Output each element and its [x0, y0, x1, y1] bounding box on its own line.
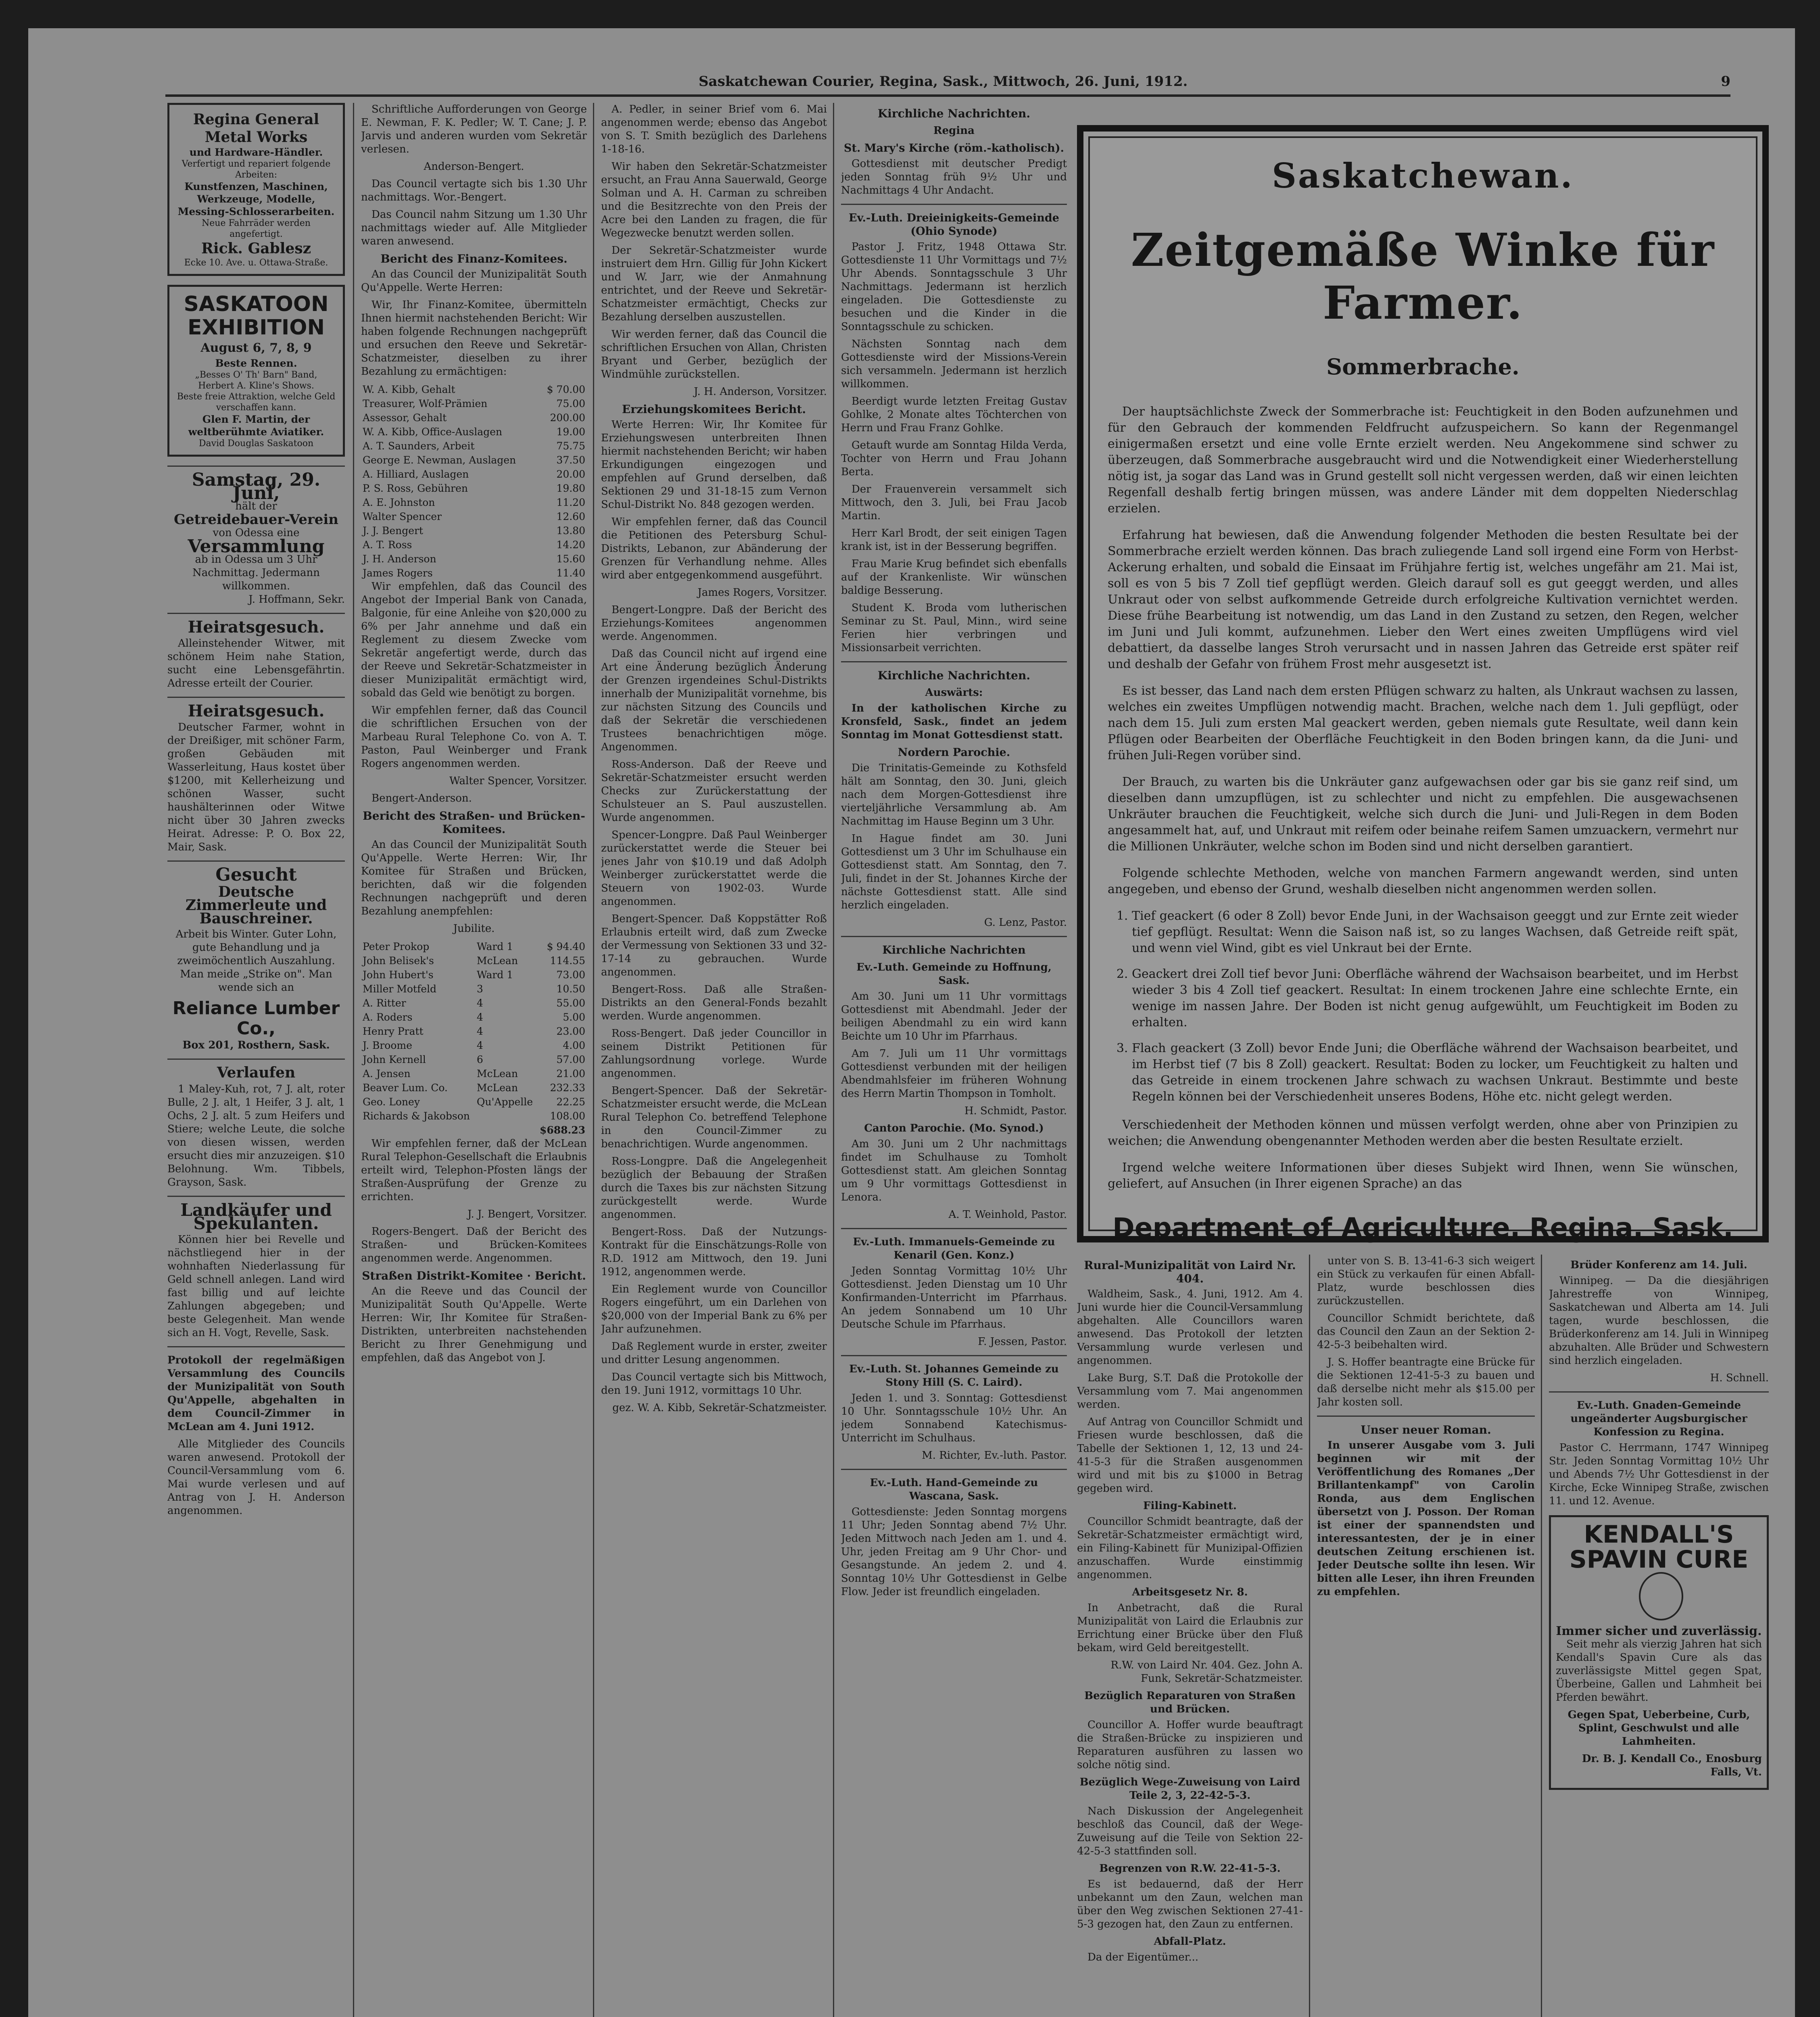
column-laird-cont — [1317, 1255, 1535, 2017]
paragraph: Am 30. Juni um 2 Uhr nachmittags findet im Schulhause zu Tomholt Gottesdienst statt. Am gleichen Sonntag um 9 Uhr vormittags Gottesdienst in Lenora. — [841, 1138, 1067, 1203]
paragraph: Wir werden ferner, daß das Council die schriftlichen Ersuchen von Allan, Christen Bryant und Gerber, bezüglich der Windmühle zurückstellen. — [601, 328, 827, 380]
column-laird-minutes — [1077, 1255, 1303, 2017]
divider — [167, 466, 345, 467]
signature: J. J. Bengert, Vorsitzer. — [467, 1208, 587, 1220]
paragraph: An das Council der Munizipalität South Qu'Appelle. Werte Herren: Wir, Ihr Komitee für Straßen und Brücken, berichten, daß wir die folgenden Rechnungen nachgeprüft und deren Bezahlung anempfehlen: — [361, 839, 587, 917]
column-misc-right — [1549, 1255, 1769, 2017]
protokoll-text: Alle Mitglieder des Councils waren anwesend. Protokoll der Council-Versammlung vom 6. Mai wurde verlesen und auf Antrag von J. H. Anderson angenommen. — [167, 1438, 345, 1517]
paragraph: Pastor C. Herrmann, 1747 Winnipeg Str. Jeden Sonntag Vormittag 10½ Uhr und Abends 7½ Uhr Gottesdienst in der Kirche, Ecke Winnipeg Straße, zwischen 11. und 12. Avenue. — [1549, 1442, 1769, 1507]
cell: 3 — [476, 983, 483, 995]
paragraph: Ein Reglement wurde von Councillor Rogers eingeführt, um ein Darlehen von $20,000 von der Imperial Bank zu 6% per Jahr aufzunehmen. — [601, 1283, 827, 1335]
column-rule — [353, 103, 354, 2017]
divider — [167, 1346, 345, 1347]
ad-exhibition-title2: EXHIBITION — [187, 315, 325, 340]
cell: W. A. Kibb, Gehalt — [363, 384, 455, 395]
paragraph: Wir empfehlen ferner, daß das Council die Petitionen des Petersburg Schul-Distrikts, Lebanon, zur Abänderung der Grenzen für Verhandlung nehme. Alles wird aber entgegenkommend ausgeführt. — [601, 516, 827, 581]
land-text: Können hier bei Revelle und nächstliegend hier in der wohnhaften Niederlassung für Geld schnell anlegen. Land wird fast billig und auf leichte Zahlungen abgegeben; und beste Gelegenheit. Man wende sich an H. Vogt, Revelle, Sask. — [167, 1234, 345, 1339]
paragraph: Werte Herren: Wir, Ihr Komitee für Erziehungswesen unterbreiten Ihnen hiermit nachstehenden Bericht; wir haben Erkundigungen eingezogen und empfehlen auf Grund derselben, daß Sektionen 29 und 31-18-15 zum Vernon Schul-Distrikt No. 848 gezogen werden. — [601, 419, 827, 511]
kendall-sign: Dr. B. J. Kendall Co., Enosburg Falls, Vt. — [1582, 1753, 1762, 1778]
ad-metal-line: Verfertigt und repariert folgende Arbeiten: — [182, 159, 331, 180]
ad-metal-line: Neue Fahrräder werden angefertigt. — [202, 218, 311, 239]
column-council-minutes — [361, 103, 587, 2017]
table-row — [361, 1095, 587, 1109]
paragraph: Verschiedenheit der Methoden können und müssen verfolgt werden, ohne aber von Prinzipien zu weichen; die Anwendung obengenannter Methoden werden aber die besten Resultate erzielt. — [1108, 1118, 1738, 1148]
kendall-items: Gegen Spat, Ueberbeine, Curb, Splint, Geschwulst und alle Lahmheiten. — [1567, 1709, 1750, 1748]
cell: 19.00 — [556, 426, 585, 438]
newspaper-page — [28, 28, 1795, 2017]
ad-exhibition — [167, 285, 345, 457]
ad-exhibition-line: Glen F. Martin, der weltberühmte Aviatiker. — [188, 413, 324, 438]
box-headline: Zeitgemäße Winke für Farmer. — [1131, 224, 1715, 330]
table-row — [361, 467, 587, 481]
cell: 108.00 — [550, 1110, 585, 1122]
signature: gez. W. A. Kibb, Sekretär-Schatzmeister. — [612, 1402, 827, 1414]
cell: Geo. Loney — [363, 1096, 420, 1108]
divider — [1549, 1391, 1769, 1393]
ad-metal-title: Regina General Metal Works — [193, 111, 319, 146]
paragraph: Councillor Schmidt berichtete, daß das Council den Zaun an der Sektion 2-42-5-3 beibehalten wird. — [1317, 1312, 1535, 1351]
header-masthead: Saskatchewan Courier, Regina, Sask., Mittwoch, 26. Juni, 1912. — [698, 73, 1188, 90]
list-item: 3. Flach geackert (3 Zoll) bevor Ende Juni; die Oberfläche während der Wachsaison bearbeitet, und im Herbst tief (7 bis 8 Zoll) geackert. Resultat: Boden zu locker, um Feuchtigkeit zu halten und das Getreide in einem trockenen Jahre schwach zu wachsen Unkraut. Bestimmte und beste Regeln können bei der Verschiedenheit unseres Bodens, Höhe etc. nicht gelegt werden. — [1132, 1040, 1738, 1105]
table-row — [361, 566, 587, 580]
paragraph: Frau Marie Krug befindet sich ebenfalls auf der Krankenliste. Wir wünschen baldige Besserung. — [841, 558, 1067, 597]
table-row — [361, 495, 587, 509]
notice-line: ab in Odessa um 3 Uhr Nachmittag. Jedermann willkommen. — [192, 553, 320, 592]
signature: A. T. Weinhold, Pastor. — [948, 1209, 1067, 1221]
signature: G. Lenz, Pastor. — [984, 917, 1067, 929]
table-row — [361, 382, 587, 397]
paragraph: Gottesdienst mit deutscher Predigt jeden Sonntag früh 9½ Uhr und Nachmittags 4 Uhr Andacht. — [841, 158, 1067, 196]
methods-list — [1132, 908, 1738, 1105]
divider — [841, 204, 1067, 205]
divider — [167, 613, 345, 614]
paragraph: Wir, Ihr Finanz-Komitee, übermitteln Ihnen hiermit nachstehenden Bericht: Wir haben folgende Rechnungen nachgeprüft und ersuchen den Reeve und Sekretär-Schatzmeister, dieselben zu ihrer Bezahlung zu ermächtigen: — [361, 299, 587, 378]
agriculture-notice — [1077, 125, 1769, 1242]
ad-kendall — [1549, 1515, 1769, 1790]
paragraph: Gottesdienste: Jeden Sonntag morgens 11 Uhr; Jeden Sonntag abend 7½ Uhr. Jeden Mittwoch nach Jeden am 1. und 4. Uhr, jeden Freitag am 9 Uhr Chor- und Gesangstunde. An jedem 2. und 4. Sonntag 10½ Uhr Gottesdienst in Gelbe Flow. Jeder ist freundlich eingeladen. — [841, 1506, 1067, 1598]
gesucht-text: Arbeit bis Winter. Guter Lohn, gute Behandlung und ja zweimöchentlich Auszahlung. Man meide „Strike on". Man wende sich an — [175, 928, 337, 994]
verlaufen-title: Verlaufen — [217, 1064, 296, 1081]
cell: $ 94.40 — [547, 941, 585, 952]
paragraph: Waldheim, Sask., 4. Juni, 1912. Am 4. Juni wurde hier die Council-Versammlung abgehalten. Alle Councillors waren anwesend. Das Protokoll der letzten Versammlung wurde verlesen und angenommen. — [1077, 1288, 1303, 1367]
table-row — [361, 1109, 587, 1123]
cell: James Rogers — [363, 567, 433, 579]
page-number: 9 — [1721, 73, 1730, 90]
cell: J. Broome — [363, 1040, 412, 1051]
paragraph: Jeden Sonntag Vormittag 10½ Uhr Gottesdienst. Jeden Dienstag um 10 Uhr Konfirmanden-Unterricht im Pfarrhaus. An jedem Sonnabend um 10 Uhr Deutsche Schule im Pfarrhaus. — [841, 1265, 1067, 1330]
cell: P. S. Ross, Gebühren — [363, 482, 468, 494]
cell: W. A. Kibb, Office-Auslagen — [363, 426, 503, 438]
paragraph: Nach Diskussion der Angelegenheit beschloß das Council, daß der Wege-Zuweisung auf die Teile von Sektion 22-42-5-3 stattfinden soll. — [1077, 1805, 1303, 1857]
paragraph: Auf Antrag von Councillor Schmidt und Friesen wurde beschlossen, daß die Tabelle der Sektionen 1, 12, 13 und 24-41-5-3 für die Straßen ausgenommen wird und mit bis zu $1000 in Betrag gegeben wird. — [1077, 1416, 1303, 1495]
church-title: St. Mary's Kirche (röm.-katholisch). — [844, 142, 1064, 155]
paragraph: Der Sekretär-Schatzmeister wurde instruiert dem Hrn. Gillig für John Kickert und W. Jarr, wie der Anmahnung entrichtet, und der Reeve und Sekretär-Schatzmeister ermächtigt, Checks zur Bezahlung derselben auszustellen. — [601, 244, 827, 323]
paragraph: Erfahrung hat bewiesen, daß die Anwendung folgender Methoden die besten Resultate bei der Sommerbrache erzielt werden können. Das brach zuliegende Land soll irgend eine Form von Herbst-Ackerung erhalten, und sobald die Einsaat im Frühjahre fertig ist, welches ungefähr am 21. Mai ist, soll es von 5 bis 7 Zoll tief gepflügt werden. Gleich darauf soll es gut geeggt werden, und alles Unkraut oder von selbst aufkommende Getreide durch erfolgreiche Kultivation vernichtet werden. Diese frühe Bearbeitung ist notwendig, um das Land in den Zustand zu setzen, den Regen, welcher im Juni und Juli kommt, aufzunehmen. Lieber den Wert eines zweiten Umpflügens wird viel debattiert, da dasselbe langes Stroh verursacht und in nassen Jahren das Getreide erst später reif und deshalb der Gefahr von frühem Frost mehr ausgesetzt ist. — [1108, 528, 1738, 671]
verlaufen-text: 1 Maley-Kuh, rot, 7 J. alt, roter Bulle, 2 J. alt, 1 Heifer, 3 J. alt, 1 Ochs, 2 J. alt. 5 zum Heifers und Stiere; welche Leute, die solche von diesen wissen, werden ersucht dies mir anzuzeigen. $10 Belohnung. Wm. Tibbels, Grayson, Sask. — [167, 1083, 345, 1188]
heirat-text: Deutscher Farmer, wohnt in der Dreißiger, mit schöner Farm, großen Gebäuden mit Wasserleitung, Haus kostet über $1200, mit Kellerheizung und schönen Wasser, sucht haushälterinnen oder Witwe nicht über 30 Jahren zwecks Heirat. Adresse: P. O. Box 22, Mair, Sask. — [167, 721, 345, 853]
ad-exhibition-line: Beste freie Attraktion, welche Geld verschaffen kann. — [177, 392, 336, 413]
church-title: Ev.-Luth. Dreieinigkeits-Gemeinde (Ohio Synode) — [849, 212, 1059, 238]
box-title: Saskatchewan. — [1272, 156, 1574, 196]
paragraph: Rogers-Bengert. Daß der Bericht des Straßen- und Brücken-Komitees angenommen werde. Angenommen. — [361, 1226, 587, 1264]
paragraph: Die Trinitatis-Gemeinde zu Kothsfeld hält am Sonntag, den 30. Juni, gleich nach dem Morgen-Gottesdienst ihre vierteljährliche Versammlung ab. Am Nachmittag im Hause Beginn um 3 Uhr. — [841, 762, 1067, 827]
paragraph: Bengert-Spencer. Daß der Sekretär-Schatzmeister ersucht werde, die McLean Rural Telephon Co. betreffend Telephone in den Council-Zimmer zu benachrichtigen. Wurde angenommen. — [601, 1085, 827, 1150]
cell: 57.00 — [556, 1054, 585, 1065]
paragraph: J. S. Hoffer beantragte eine Brücke für die Sektionen 12-41-5-3 zu bauen und daß derselbe nicht mehr als $15.00 per Jahr kosten soll. — [1317, 1356, 1535, 1408]
kendall-logo-text: KENDALL'S SPAVIN CURE — [1569, 1520, 1749, 1574]
cell: J. J. Bengert — [363, 525, 424, 537]
church-title: Ev.-Luth. Gemeinde zu Hoffnung, Sask. — [856, 961, 1052, 987]
section-title: Bericht des Finanz-Komitees. — [380, 252, 568, 265]
paragraph: Councillor Schmidt beantragte, daß der Sekretär-Schatzmeister ermächtigt wird, ein Filing-Kabinett für Munizipal-Offizien anzuschaffen. Wurde einstimmig angenommen. — [1077, 1516, 1303, 1581]
cell: 37.50 — [556, 454, 585, 466]
cell: 11.20 — [556, 497, 585, 508]
column-church-news — [841, 103, 1067, 2017]
paragraph: Der Frauenverein versammelt sich Mittwoch, den 3. Juli, bei Frau Jacob Martin. — [841, 483, 1067, 522]
table-row — [361, 1081, 587, 1095]
divider — [167, 1059, 345, 1060]
cell: Miller Motfeld — [363, 983, 437, 995]
paragraph: Councillor A. Hoffer wurde beauftragt die Straßen-Brücke zu inspizieren und Reparaturen ausführen zu lassen wo solche nötig sind. — [1077, 1719, 1303, 1771]
cell: George E. Newman, Auslagen — [363, 454, 516, 466]
table-row — [361, 1024, 587, 1038]
subheading: Abfall-Platz. — [1154, 1936, 1226, 1948]
signature: J. H. Anderson, Vorsitzer. — [694, 386, 827, 398]
cell: 4.00 — [563, 1040, 585, 1051]
ad-metal-works — [167, 103, 345, 276]
paragraph: Beerdigt wurde letzten Freitag Gustav Gohlke, 2 Monate altes Töchterchen von Herrn und Frau Franz Gohlke. — [841, 395, 1067, 434]
cell: $ 70.00 — [547, 384, 585, 395]
church-title: Ev.-Luth. Gnaden-Gemeinde ungeänderter Augsburgischer Konfession zu Regina. — [1570, 1399, 1747, 1438]
paragraph: Es ist bedauernd, daß der Herr unbekannt um den Zaun, welchen man über den Weg zwischen Sektionen 27-41-5-3 gezogen hat, den Zaun zu entfernen. — [1077, 1878, 1303, 1930]
divider — [1317, 1416, 1535, 1417]
heirat-title: Heiratsgesuch. — [188, 618, 325, 637]
cell: 55.00 — [556, 997, 585, 1009]
table-row — [361, 552, 587, 566]
ad-exhibition-line: David Douglas Saskatoon — [198, 438, 314, 449]
paragraph: Wir empfehlen, daß das Council des Angebot der Imperial Bank von Canada, Balgonie, für eine Anleihe von $20,000 zu 6% per Jahr annehme und daß ein Reglement zu diesem Zwecke vom Sekretär angefertigt werde, durch das der Reeve und Sekretär-Schatzmeister in dieser Munizipalität ermächtigt wird, sobald das Geld wie benötigt zu borgen. — [361, 580, 587, 699]
notice-line: hält der — [235, 500, 277, 512]
total: $688.23 — [539, 1124, 585, 1136]
section-title: Rural-Munizipalität von Laird Nr. 404. — [1084, 1259, 1296, 1285]
ad-metal-address: Ecke 10. Ave. u. Ottawa-Straße. — [184, 258, 328, 268]
land-title: Landkäufer und Spekulanten. — [180, 1200, 332, 1233]
paragraph: Das Council vertagte sich bis 1.30 Uhr nachmittags. Wor.-Bengert. — [361, 178, 587, 203]
kendall-logo — [1556, 1522, 1762, 1620]
subheading: Begrenzen von R.W. 22-41-5-3. — [1099, 1862, 1281, 1875]
notice-line: von Odessa eine — [213, 527, 300, 539]
church-title: Ev.-Luth. St. Johannes Gemeinde zu Stony Hill (S. C. Laird). — [849, 1363, 1059, 1389]
subheading: Bezüglich Reparaturen von Straßen und Brücken. — [1084, 1690, 1296, 1715]
paragraph: In unserer Ausgabe vom 3. Juli beginnen wir mit der Veröffentlichung des Romanes „Der Brillantenkampf" von Carolin Ronda, aus dem Englischen übersetzt von J. Posson. Der Roman ist einer der spannendsten und interessantesten, der je in einer deutschen Zeitung erschienen ist. Jeder Deutsche sollte ihn lesen. Wir bitten alle Leser, ihn ihren Freunden zu empfehlen. — [1317, 1439, 1535, 1598]
notice-sign: J. Hoffmann, Sekr. — [248, 593, 345, 606]
paragraph: Winnipeg. — Da die diesjährigen Jahrestreffe von Winnipeg, Saskatchewan und Alberta am 14. Juli tagen, wurde beschlossen, die Brüderkonferenz am 14. Juli in Winnipeg abzuhalten. Alle Brüder und Schwestern sind herzlich eingeladen. — [1549, 1275, 1769, 1367]
motion: Bengert-Anderson. — [372, 792, 472, 804]
section-title: Kirchliche Nachrichten. — [877, 669, 1031, 682]
column-rule — [1309, 1255, 1310, 2017]
notice-org: Getreidebauer-Verein — [173, 512, 339, 528]
cell: 12.60 — [556, 511, 585, 522]
cell: Treasurer, Wolf-Prämien — [363, 398, 488, 409]
cell: 75.00 — [556, 398, 585, 409]
cell: Ward 1 — [476, 941, 513, 952]
paragraph: Wir empfehlen ferner, daß der McLean Rural Telephon-Gesellschaft die Erlaubnis erteilt wird, Telephon-Pfosten längs der Straßen-Ausprüfung der Grenze zu errichten. — [361, 1138, 587, 1203]
notice-samstag — [167, 470, 345, 606]
paragraph: In Anbetracht, daß die Rural Munizipalität von Laird die Erlaubnis zur Errichtung einer Brücke über den Fluß bekam, wird Geld bereitgestellt. — [1077, 1602, 1303, 1654]
cell: A. Ritter — [363, 997, 406, 1009]
cell: McLean — [476, 955, 518, 967]
table-row — [361, 996, 587, 1010]
paragraph: Getauft wurde am Sonntag Hilda Verda, Tochter von Herrn und Frau Johann Berta. — [841, 439, 1067, 478]
horse-emblem-icon — [1639, 1572, 1683, 1620]
cell: 4 — [476, 1040, 483, 1051]
heirat-text: Alleinstehender Witwer, mit schönem Heim nahe Station, sucht eine Lebensgefährtin. Adresse erteilt der Courier. — [167, 637, 345, 689]
paragraph: Herr Karl Brodt, der seit einigen Tagen krank ist, ist in der Besserung begriffen. — [841, 527, 1067, 553]
paragraph: Irgend welche weitere Informationen über dieses Subjekt wird Ihnen, wenn Sie wünschen, geliefert, auf Ansuchen (in Ihrer eigenen Sprache) an das — [1108, 1161, 1738, 1191]
paragraph: Der hauptsächlichste Zweck der Sommerbrache ist: Feuchtigkeit in den Boden aufzunehmen und für den Gebrauch der kommenden Feldfrucht aufzuspeichern. So kann der Regenmangel einigermaßen ersetzt und eine volle Ernte erzielt werden. Neu Angekommene sind schwer zu überzeugen, daß Sommerbrache ausgebraucht wird und die Notwendigkeit einer Wiederherstellung nötig ist, ja sogar das Land was in Grund gestellt soll nicht vergessen werden, daß wir einen leichten Regenfall deshalb fertig bringen müssen, was andere Länder mit dem doppelten Niederschlag erzielen. — [1108, 405, 1738, 516]
heirat-title: Heiratsgesuch. — [188, 702, 325, 720]
paragraph: Daß das Council nicht auf irgend eine Art eine Änderung bezüglich Änderung der Grenzen irgendeines Schul-Distrikts innerhalb der Munizipalität vornehme, bis zur nächsten Sitzung des Councils und daß der Sekretär die verschiedenen Trustees benachrichtigen möge. Angenommen. — [601, 648, 827, 753]
column-ads — [167, 103, 345, 2017]
kendall-title: Immer sicher und zuverlässig. — [1556, 1624, 1762, 1638]
signature: M. Richter, Ev.-luth. Pastor. — [922, 1449, 1067, 1462]
church-title: Nordern Parochie. — [897, 746, 1010, 759]
cell: 23.00 — [556, 1025, 585, 1037]
gesucht-sub: Deutsche Zimmerleute und Bauschreiner. — [185, 883, 327, 927]
reliance-address: Box 201, Rosthern, Sask. — [182, 1039, 330, 1051]
paragraph: In der katholischen Kirche zu Kronsfeld, Sask., findet an jedem Sonntag im Monat Gottesdienst statt. — [841, 702, 1067, 741]
paragraph: Ross-Bengert. Daß jeder Councillor in seinem Distrikt Petitionen für Zahlungsordnung vorlege. Wurde angenommen. — [601, 1027, 827, 1079]
subheading: Bezüglich Wege-Zuweisung von Laird Teile 2, 3, 22-42-5-3. — [1079, 1776, 1300, 1802]
paragraph: Wir empfehlen ferner, daß das Council die schriftlichen Ersuchen von der Marbeau Rural Telephone Co. von A. T. Paston, Paul Weinberger und Frank Rogers angenommen werden. — [361, 704, 587, 770]
table-row — [361, 411, 587, 425]
section-title: Unser neuer Roman. — [1361, 1423, 1491, 1437]
paragraph: Schriftliche Aufforderungen von George E. Newman, F. K. Pedler; W. T. Cane; J. P. Jarvis und anderen wurden vom Sekretär verlesen. — [361, 103, 587, 155]
ad-metal-owner: Rick. Gablesz — [201, 240, 311, 257]
table-row — [361, 439, 587, 453]
divider — [167, 1196, 345, 1197]
divider — [841, 1469, 1067, 1470]
cell: McLean — [476, 1082, 518, 1094]
table-row — [361, 940, 587, 954]
paragraph: Ross-Anderson. Daß der Reeve und Sekretär-Schatzmeister ersucht werden Checks zur Zurückerstattung der Schulsteuer an S. Paul auszustellen. Wurde angenommen. — [601, 758, 827, 824]
cell: Qu'Appelle — [476, 1096, 533, 1108]
paragraph: Daß Reglement wurde in erster, zweiter und dritter Lesung angenommen. — [601, 1340, 827, 1366]
cell: A. Roders — [363, 1011, 413, 1023]
paragraph: Da der Eigentümer... — [1087, 1951, 1199, 1963]
paragraph: Es ist besser, das Land nach dem ersten Pflügen schwarz zu halten, als Unkraut wachsen zu lassen, welches ein zweites Umpflügen notwendig macht. Brachen, welche nach dem 1. Juli gepflügt, oder nach dem 15. Juli zum ersten Mal geackert werden, geben niemals gute Resultate, weil dann kein Pflügen oder Bearbeiten der Oberfläche Feuchtigkeit in den Boden bringen kann, da die Juni- und frühen Juli-Regen vorüber sind. — [1108, 684, 1738, 762]
paragraph: Bengert-Ross. Daß alle Straßen-Distrikts an den General-Fonds bezahlt werden. Wurde angenommen. — [601, 983, 827, 1022]
cell — [475, 1109, 536, 1123]
cell: 10.50 — [556, 983, 585, 995]
section-title: Erziehungskomitees Bericht. — [622, 403, 806, 416]
roads-table — [361, 940, 587, 1137]
cell: 22.25 — [556, 1096, 585, 1108]
divider — [841, 1228, 1067, 1229]
cell: 15.60 — [556, 553, 585, 565]
section-title: Brüder Konferenz am 14. Juli. — [1570, 1259, 1747, 1271]
divider — [841, 936, 1067, 937]
ad-metal-subtitle: und Hardware-Händler. — [189, 146, 323, 158]
paragraph: Bengert-Ross. Daß der Nutzungs-Kontrakt für die Einschätzungs-Rolle von R.D. 1912 am Mittwoch, den 19. Juni 1912, angenommen werde. — [601, 1226, 827, 1278]
signature: H. Schmidt, Pastor. — [964, 1105, 1067, 1117]
subheading: Auswärts: — [925, 687, 983, 699]
section-title: Straßen Distrikt-Komitee · Bericht. — [362, 1269, 586, 1282]
paragraph: A. Pedler, in seiner Brief vom 6. Mai angenommen werde; ebenso das Angebot von S. T. Smith bezüglich des Darlehens 1-18-16. — [601, 103, 827, 155]
ad-exhibition-line: „Besses O' Th' Barn" Band, Herbert A. Kline's Shows. — [195, 370, 317, 391]
table-row — [361, 481, 587, 495]
paragraph: Folgende schlechte Methoden, welche von manchen Farmern angewandt werden, sind unten angegeben, und ebenso der Grund, weshalb dieselben nicht angenommen werden sollen. — [1108, 866, 1738, 896]
table-row — [361, 1010, 587, 1024]
cell: Peter Prokop — [363, 941, 430, 952]
cell: A. T. Ross — [363, 539, 412, 551]
cell: 14.20 — [556, 539, 585, 551]
cell: 6 — [476, 1054, 483, 1065]
church-title: Ev.-Luth. Hand-Gemeinde zu Wascana, Sask. — [870, 1477, 1038, 1502]
cell: 11.40 — [556, 567, 585, 579]
cell: McLean — [476, 1068, 518, 1079]
column-rule — [1541, 1255, 1542, 2017]
cell: 4 — [476, 1025, 483, 1037]
column-rule — [593, 103, 594, 2017]
cell: 20.00 — [556, 468, 585, 480]
cell: 73.00 — [556, 969, 585, 981]
paragraph: In Hague findet am 30. Juni Gottesdienst um 3 Uhr im Schulhause ein Gottesdienst statt. Am Sonntag, den 7. Juli, findet in der St. Johannes Kirche der nächste Gottesdienst statt. Alle sind herzlich eingeladen. — [841, 833, 1067, 911]
church-title: Canton Parochie. (Mo. Synod.) — [864, 1122, 1044, 1134]
list-item: 1. Tief geackert (6 oder 8 Zoll) bevor Ende Juni, in der Wachsaison geeggt und zur Ernte zeit wieder tief gepflügt. Resultat: Wenn die Saison naß ist, so zu langes Wachsen, daß Getreide reift spät, und wenn viel Wind, gibt es viel Unkraut bei der Ernte. — [1132, 908, 1738, 956]
signature: H. Schnell. — [1710, 1372, 1769, 1384]
paragraph: Spencer-Longpre. Daß Paul Weinberger zurückerstattet werde die Steuer bei jenes Jahr von $10.19 und daß Adolph Weinberger zurückerstattet werde die Steuern von 1902-03. Wurde angenommen. — [601, 829, 827, 908]
paragraph: Das Council nahm Sitzung um 1.30 Uhr nachmittags wieder auf. Alle Mitglieder waren anwesend. — [361, 209, 587, 247]
cell: 4 — [476, 997, 483, 1009]
signature: Walter Spencer, Vorsitzer. — [449, 775, 587, 787]
paragraph: Das Council vertagte sich bis Mittwoch, den 19. Juni 1912, vormittags 10 Uhr. — [601, 1371, 827, 1397]
notice-title: Samstag, 29. Juni, — [192, 470, 321, 503]
subheading: Regina — [933, 125, 975, 137]
table-row — [361, 1123, 587, 1137]
cell: 4 — [476, 1011, 483, 1023]
box-signature: Department of Agriculture, Regina, Sask. — [1112, 1212, 1733, 1243]
cell: Henry Pratt — [363, 1025, 424, 1037]
table-row — [361, 968, 587, 982]
cell: John Belisek's — [363, 955, 434, 967]
page-header — [165, 52, 1730, 97]
section-title: Bericht des Straßen- und Brücken-Komitees. — [363, 809, 585, 836]
table-row — [361, 509, 587, 524]
signature: F. Jessen, Pastor. — [978, 1336, 1067, 1348]
column-rule — [833, 103, 834, 2017]
kendall-text: Seit mehr als vierzig Jahren hat sich Kendall's Spavin Cure als das zuverlässigste Mittel gegen Spat, Überbeine, Gallen und Lahmheit bei Pferden bewährt. — [1556, 1638, 1762, 1704]
cell: 5.00 — [563, 1011, 585, 1023]
table-row — [361, 954, 587, 968]
section-title: Kirchliche Nachrichten — [882, 944, 1026, 956]
paragraph: Ross-Longpre. Daß die Angelegenheit bezüglich der Bebauung der Straßen durch die Taxes bis zur nächsten Sitzung zurückgestellt werde. Wurde angenommen. — [601, 1155, 827, 1221]
church-title: Ev.-Luth. Immanuels-Gemeinde zu Kenaril (Gen. Konz.) — [853, 1236, 1055, 1261]
table-row — [361, 524, 587, 538]
paragraph: unter von S. B. 13-41-6-3 sich weigert ein Stück zu verkaufen für einen Abfall-Platz, wurde beschlossen dies zurückzustellen. — [1317, 1255, 1535, 1307]
cell: A. Hilliard, Auslagen — [363, 468, 469, 480]
section-title: Kirchliche Nachrichten. — [877, 107, 1031, 120]
paragraph: Bengert-Longpre. Daß der Bericht des Erziehungs-Komitees angenommen werde. Angenommen. — [601, 604, 827, 643]
list-item: 2. Geackert drei Zoll tief bevor Juni: Oberfläche während der Wachsaison bearbeitet, und im Herbst wieder 3 bis 4 Zoll tief geackert. Resultat: In einem trockenen Jahre eine schlechte Ernte, ein wenige im nassen Jahre. Der Boden ist nicht genug aufgewühlt, um Feuchtigkeit im Boden zu erhalten. — [1132, 966, 1738, 1031]
paragraph: An die Reeve und das Council der Munizipalität South Qu'Appelle. Werte Herren: Wir, Ihr Komitee für Straßen-Distrikten, unterbreiten nachstehenden Bericht zu Ihrer Genehmigung und empfehlen, daß das Angebot von J. — [361, 1285, 587, 1364]
ad-exhibition-dates: August 6, 7, 8, 9 — [200, 341, 312, 355]
cell: 21.00 — [556, 1068, 585, 1079]
signature: R.W. von Laird Nr. 404. Gez. John A. Funk, Sekretär-Schatzmeister. — [1110, 1659, 1303, 1685]
table-row — [361, 1038, 587, 1052]
divider — [167, 697, 345, 698]
paragraph: Der Brauch, zu warten bis die Unkräuter ganz aufgewachsen oder gar bis sie ganz reif sind, um dieselben dann umzupflügen, ist zu schlechter und nicht zu empfehlen. Die ausgewachsenen Unkräuter brauchen die Feuchtigkeit, welche sich durch die Juni- und Juli-Regen in dem Boden angesammelt hat, auf, und Unkraut mit reifem oder beinahe reifem Samen umzuackern, vermehrt nur die Millionen Unkräuter, welche schon im Boden sind und nicht derselben garantiert. — [1108, 775, 1738, 854]
paragraph: An das Council der Munizipalität South Qu'Appelle. Werte Herren: — [361, 268, 587, 294]
payments-table — [361, 382, 587, 580]
cell: Beaver Lum. Co. — [363, 1082, 448, 1094]
gesucht-title: Gesucht — [215, 864, 297, 885]
signature: James Rogers, Vorsitzer. — [697, 587, 827, 599]
divider — [167, 860, 345, 862]
column-council-cont — [601, 103, 827, 2017]
divider — [841, 661, 1067, 662]
box-body — [1108, 404, 1738, 1192]
paragraph: Wir haben den Sekretär-Schatzmeister ersucht, an Frau Anna Sauerwald, George Solman und A. H. Carman zu schreiben und die Besitzrechte von den Preis der Acre bei den Landen zu fragen, die für Wegezwecke benutzt werden sollen. — [601, 161, 827, 239]
paragraph: Lake Burg, S.T. Daß die Protokolle der Versammlung vom 7. Mai angenommen werden. — [1077, 1372, 1303, 1411]
cell: 75.75 — [556, 440, 585, 452]
cell: Ward 1 — [476, 969, 513, 981]
paragraph: Jeden 1. und 3. Sonntag: Gottesdienst 10 Uhr. Sonntagsschule 10½ Uhr. An jedem Sonnabend Katechismus-Unterricht im Schulhaus. — [841, 1392, 1067, 1444]
cell: Richards & Jakobson — [363, 1110, 470, 1122]
paragraph: Student K. Broda vom lutherischen Seminar zu St. Paul, Minn., wird seine Ferien hier verbringen und Missionsarbeit verrichten. — [841, 602, 1067, 654]
ad-metal-line: Kunstfenzen, Maschinen, Werkzeuge, Modelle, Messing-Schlosserarbeiten. — [177, 181, 335, 217]
cell: John Hubert's — [363, 969, 434, 981]
table-row — [361, 982, 587, 996]
table-row — [361, 538, 587, 552]
cell: 13.80 — [556, 525, 585, 537]
table-row — [361, 453, 587, 467]
cell: Assessor, Gehalt — [363, 412, 447, 424]
cell: John Kernell — [363, 1054, 426, 1065]
protokoll-title: Protokoll der regelmäßigen Versammlung des Councils der Munizipalität von South Qu'Appelle, abgehalten in dem Council-Zimmer in McLean am 4. Juni 1912. — [167, 1354, 345, 1433]
table-row — [361, 397, 587, 411]
table-row — [361, 425, 587, 439]
ad-exhibition-line: Beste Rennen. — [215, 357, 297, 369]
cell: A. T. Saunders, Arbeit — [363, 440, 475, 452]
divider — [841, 1355, 1067, 1356]
subheading: Jubilite. — [453, 923, 495, 935]
paragraph: Am 7. Juli um 11 Uhr vormittags Gottesdienst verbunden mit der heiligen Abendmahlsfeier im früheren Wohnung des Herrn Martin Thompson in Tomholt. — [841, 1048, 1067, 1100]
cell: Walter Spencer — [363, 511, 442, 522]
cell: A. Jensen — [363, 1068, 411, 1079]
motion: Anderson-Bengert. — [424, 161, 524, 173]
subheading: Filing-Kabinett. — [1143, 1500, 1237, 1512]
cell: 200.00 — [550, 412, 585, 424]
cell: 232.33 — [550, 1082, 585, 1094]
box-subhead: Sommerbrache. — [1326, 354, 1519, 380]
table-row — [361, 1067, 587, 1081]
paragraph: Pastor J. Fritz, 1948 Ottawa Str. Gottesdienste 11 Uhr Vormittags und 7½ Uhr Abends. Sonntagsschule 3 Uhr Nachmittags. Jedermann ist herzlich eingeladen. Die Gottesdienste zu besuchen und die Kinder in die Sonntagsschule zu schicken. — [841, 241, 1067, 333]
cell: J. H. Anderson — [363, 553, 436, 565]
paragraph: Bengert-Spencer. Daß Koppstätter Roß Erlaubnis erteilt wird, daß zum Zwecke der Vermessung von Sektionen 33 und 32-17-14 zu gebrauchen. Wurde angenommen. — [601, 913, 827, 978]
ad-exhibition-title1: SASKATOON — [184, 292, 329, 316]
paragraph: Am 30. Juni um 11 Uhr vormittags Gottesdienst mit Abendmahl. Jeder der beiligen Abendmahl zu ein wird kann Beichte um 10 Uhr im Pfarrhaus. — [841, 990, 1067, 1042]
table-row — [361, 1052, 587, 1067]
notice-event: Versammlung — [188, 536, 325, 557]
subheading: Arbeitsgesetz Nr. 8. — [1132, 1586, 1248, 1598]
cell: A. E. Johnston — [363, 497, 435, 508]
cell: 114.55 — [550, 955, 585, 967]
reliance-name: Reliance Lumber Co., — [172, 998, 340, 1039]
paragraph: Nächsten Sonntag nach dem Gottesdienste wird der Missions-Verein sich versammeln. Jedermann ist herzlich willkommen. — [841, 338, 1067, 390]
cell: 19.80 — [556, 482, 585, 494]
